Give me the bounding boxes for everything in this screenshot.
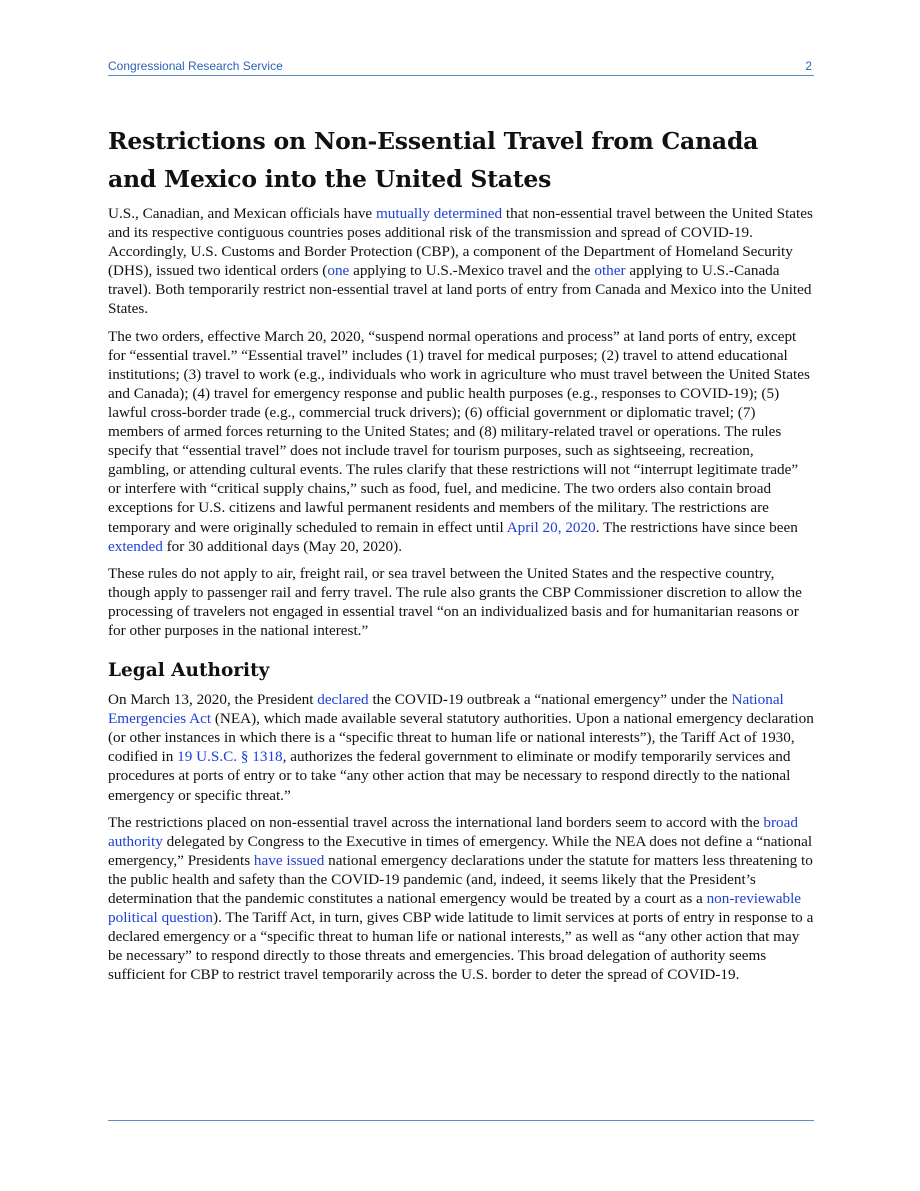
page-number: 2 (805, 59, 812, 73)
link-one-order[interactable]: one (327, 262, 350, 280)
paragraph (108, 204, 814, 319)
paragraph (108, 813, 814, 985)
text-run: applying to U.S.-Mexico travel and the (349, 262, 595, 280)
text-run: for 30 additional days (May 20, 2020). (162, 537, 402, 555)
link-april-20-2020[interactable]: April 20, 2020 (506, 518, 596, 536)
organization-name: Congressional Research Service (108, 59, 283, 73)
running-header (108, 57, 814, 76)
text-run: national emergency declarations under the statute for matters less threatening to the public health and safety than the COVID-19 pandemic (and, indeed, it seems likely that the President’s determination that the pandemic constitutes a national emergency would be treated by a court as a (108, 851, 813, 907)
link-declared[interactable]: declared (317, 691, 369, 709)
section-title-legal-authority: Legal Authority (108, 660, 270, 682)
link-broad-authority[interactable]: broad authority (108, 813, 798, 850)
text-run: that non-essential travel between the United States and its respective contiguous countries poses additional risk of the transmission and spread of COVID-19. Accordingly, U.S. Customs and Border Protection (CBP), a component of the Department of Homeland Security (DHS), issued two identical orders ( (108, 205, 813, 280)
text-run: The two orders, effective March 20, 2020, “suspend normal operations and process” at land ports of entry, except for “essential travel.” “Essential travel” includes (1) travel for medical purposes; (2) travel to attend educational institutions; (3) travel to work (e.g., individuals who work in agriculture who must travel between the United States and Canada); (4) travel for emergency response and public health purposes (e.g., responses to COVID-19); (5) lawful cross-border trade (e.g., commercial truck drivers); (6) official government or diplomatic travel; (7) members of armed forces returning to the United States; and (8) military-related travel or operations. The rules specify that “essential travel” does not include travel for tourism purposes, such as sightseeing, recreation, gambling, or attending cultural events. The rules clarify that these restrictions will not “interrupt legitimate trade” or interfere with “critical supply chains,” such as food, fuel, and medicine. The two orders also contain broad exceptions for U.S. citizens and lawful permanent residents and members of the military. The restrictions are temporary and were originally scheduled to remain in effect until (108, 327, 810, 536)
paragraph (108, 327, 814, 556)
link-have-issued[interactable]: have issued (253, 851, 325, 869)
text-run: U.S., Canadian, and Mexican officials have (108, 205, 376, 222)
text-run: On March 13, 2020, the President (108, 691, 318, 709)
paragraph (108, 690, 814, 805)
section-title-restrictions: Restrictions on Non-Essential Travel from Canada and Mexico into the United States (108, 127, 759, 193)
text-run: applying to U.S.-Canada travel). Both temporarily restrict non-essential travel at land ports of entry from Canada and Mexico into the United States. (108, 262, 812, 318)
text-run: , authorizes the federal government to eliminate or modify temporarily services and procedures at ports of entry or to take “any other action that may be necessary to respond directly to the national emergency or specific threat.” (108, 748, 791, 804)
text-run: The restrictions placed on non-essential travel across the international land borders seem to accord with the (108, 813, 764, 831)
text-run: ). The Tariff Act, in turn, gives CBP wide latitude to limit services at ports of entry in response to a declared emergency or a “specific threat to human life or national interests,” as well as “any other action that may be necessary” to respond directly to those threats and emergencies. This broad delegation of authority seems sufficient for CBP to restrict travel temporarily across the U.S. border to deter the spread of COVID-19. (108, 909, 814, 984)
text-run: . The restrictions have since been (595, 518, 798, 536)
paragraph: These rules do not apply to air, freight rail, or sea travel between the United States and the respective country, though apply to passenger rail and ferry travel. The rule also grants the CBP Commissioner discretion to allow the processing of travelers not engaged in essential travel “on an individualized basis and for humanitarian reasons or for other purposes in the national interest.” (108, 564, 802, 639)
link-extended[interactable]: extended (108, 537, 163, 555)
text-run: (NEA), which made available several statutory authorities. Upon a national emergency declaration (or other instances in which there is a “specific threat to human life or national interests”), the Tariff Act of 1930, codified in (108, 710, 814, 766)
link-non-reviewable-political-question[interactable]: non-reviewable political question (108, 890, 802, 927)
document-body (108, 122, 814, 992)
link-19-usc-1318[interactable]: 19 U.S.C. § 1318 (177, 748, 283, 766)
footer-divider (108, 1120, 814, 1121)
link-national-emergencies-act[interactable]: National Emergencies Act (108, 691, 784, 728)
text-run: the COVID-19 outbreak a “national emergency” under the (368, 691, 732, 709)
text-run: delegated by Congress to the Executive in times of emergency. While the NEA does not define a “national emergency,” Presidents (108, 832, 813, 869)
link-mutually-determined[interactable]: mutually determined (375, 205, 503, 222)
link-other-order[interactable]: other (594, 262, 626, 280)
